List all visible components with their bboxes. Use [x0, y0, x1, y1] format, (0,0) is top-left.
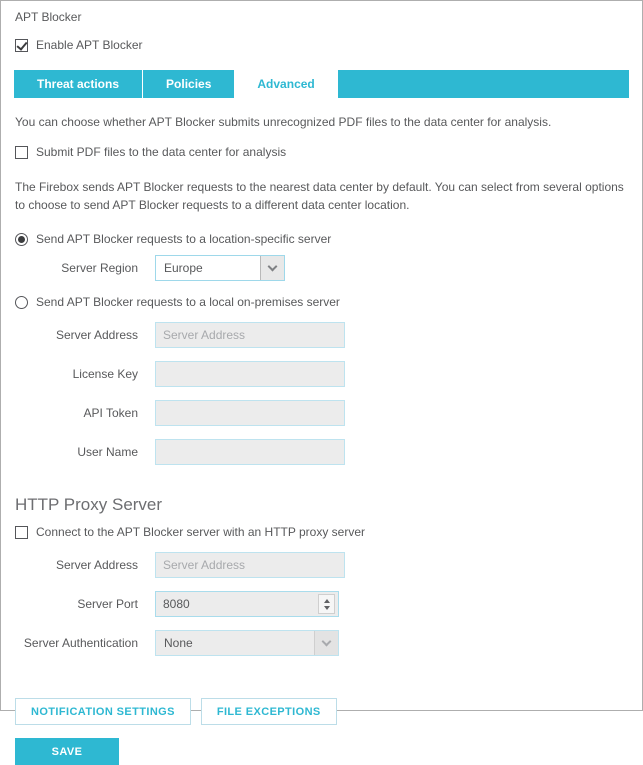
tab-threat-actions[interactable]: Threat actions: [37, 77, 120, 91]
server-info-text: The Firebox sends APT Blocker requests to the nearest data center by default. You can select from several options to choose to send APT Blocker requests to a different data center location.: [15, 180, 624, 212]
spin-down-icon[interactable]: [324, 606, 330, 610]
chevron-down-icon[interactable]: [260, 256, 284, 280]
spin-up-icon[interactable]: [324, 599, 330, 603]
license-key-row: [15, 361, 628, 387]
server-region-label: Server Region: [61, 261, 138, 276]
tab-advanced[interactable]: Advanced: [234, 70, 337, 98]
api-token-input[interactable]: [155, 400, 345, 426]
server-port-input[interactable]: [155, 591, 339, 617]
server-auth-value: None: [164, 636, 193, 651]
api-token-row: [15, 400, 628, 426]
proxy-connect-row[interactable]: [15, 525, 628, 539]
notification-settings-button[interactable]: NOTIFICATION SETTINGS: [15, 698, 191, 725]
server-auth-select[interactable]: [155, 630, 339, 656]
radio-location-specific-label: Send APT Blocker requests to a location-specific server: [36, 232, 332, 247]
enable-apt-blocker-row[interactable]: [15, 38, 628, 52]
secondary-actions: [15, 698, 628, 725]
server-region-select[interactable]: [155, 255, 285, 281]
server-address-label: Server Address: [55, 328, 138, 343]
user-name-label: User Name: [77, 445, 138, 460]
api-token-label: API Token: [83, 406, 138, 421]
tab-policies[interactable]: Policies: [166, 77, 212, 91]
proxy-connect-label: Connect to the APT Blocker server with an HTTP proxy server: [36, 525, 366, 540]
tab-bar: [14, 70, 629, 98]
server-port-value: 8080: [163, 597, 190, 612]
server-port-row: [15, 591, 628, 617]
server-auth-row: [15, 630, 628, 656]
save-button[interactable]: SAVE: [15, 738, 119, 765]
user-name-input[interactable]: [155, 439, 345, 465]
pdf-info-text: You can choose whether APT Blocker submits unrecognized PDF files to the data center for analysis.: [15, 115, 552, 129]
http-proxy-heading: HTTP Proxy Server: [15, 495, 163, 515]
server-auth-label: Server Authentication: [23, 636, 138, 651]
chevron-down-icon: [314, 631, 338, 655]
server-region-row: [15, 255, 628, 281]
user-name-row: [15, 439, 628, 465]
submit-pdf-row[interactable]: [15, 145, 628, 159]
file-exceptions-button[interactable]: FILE EXCEPTIONS: [201, 698, 337, 725]
proxy-server-address-label: Server Address: [55, 558, 138, 573]
server-address-input[interactable]: [155, 322, 345, 348]
server-region-value: Europe: [164, 261, 203, 276]
enable-apt-blocker-checkbox[interactable]: [15, 39, 28, 52]
server-address-row: [15, 322, 628, 348]
radio-onprem-label: Send APT Blocker requests to a local on-premises server: [36, 295, 340, 310]
enable-apt-blocker-label: Enable APT Blocker: [36, 38, 143, 52]
submit-pdf-label: Submit PDF files to the data center for analysis: [36, 145, 287, 160]
proxy-server-address-row: [15, 552, 628, 578]
radio-location-specific[interactable]: [15, 233, 28, 246]
radio-onprem[interactable]: [15, 296, 28, 309]
proxy-server-address-input[interactable]: [155, 552, 345, 578]
page-title: APT Blocker: [15, 10, 82, 24]
proxy-connect-checkbox[interactable]: [15, 526, 28, 539]
radio-onprem-row[interactable]: [15, 295, 628, 309]
license-key-input[interactable]: [155, 361, 345, 387]
license-key-label: License Key: [72, 367, 138, 382]
number-spinner-icon[interactable]: [318, 594, 335, 614]
radio-location-specific-row[interactable]: [15, 232, 628, 246]
submit-pdf-checkbox[interactable]: [15, 146, 28, 159]
server-port-label: Server Port: [77, 597, 138, 612]
